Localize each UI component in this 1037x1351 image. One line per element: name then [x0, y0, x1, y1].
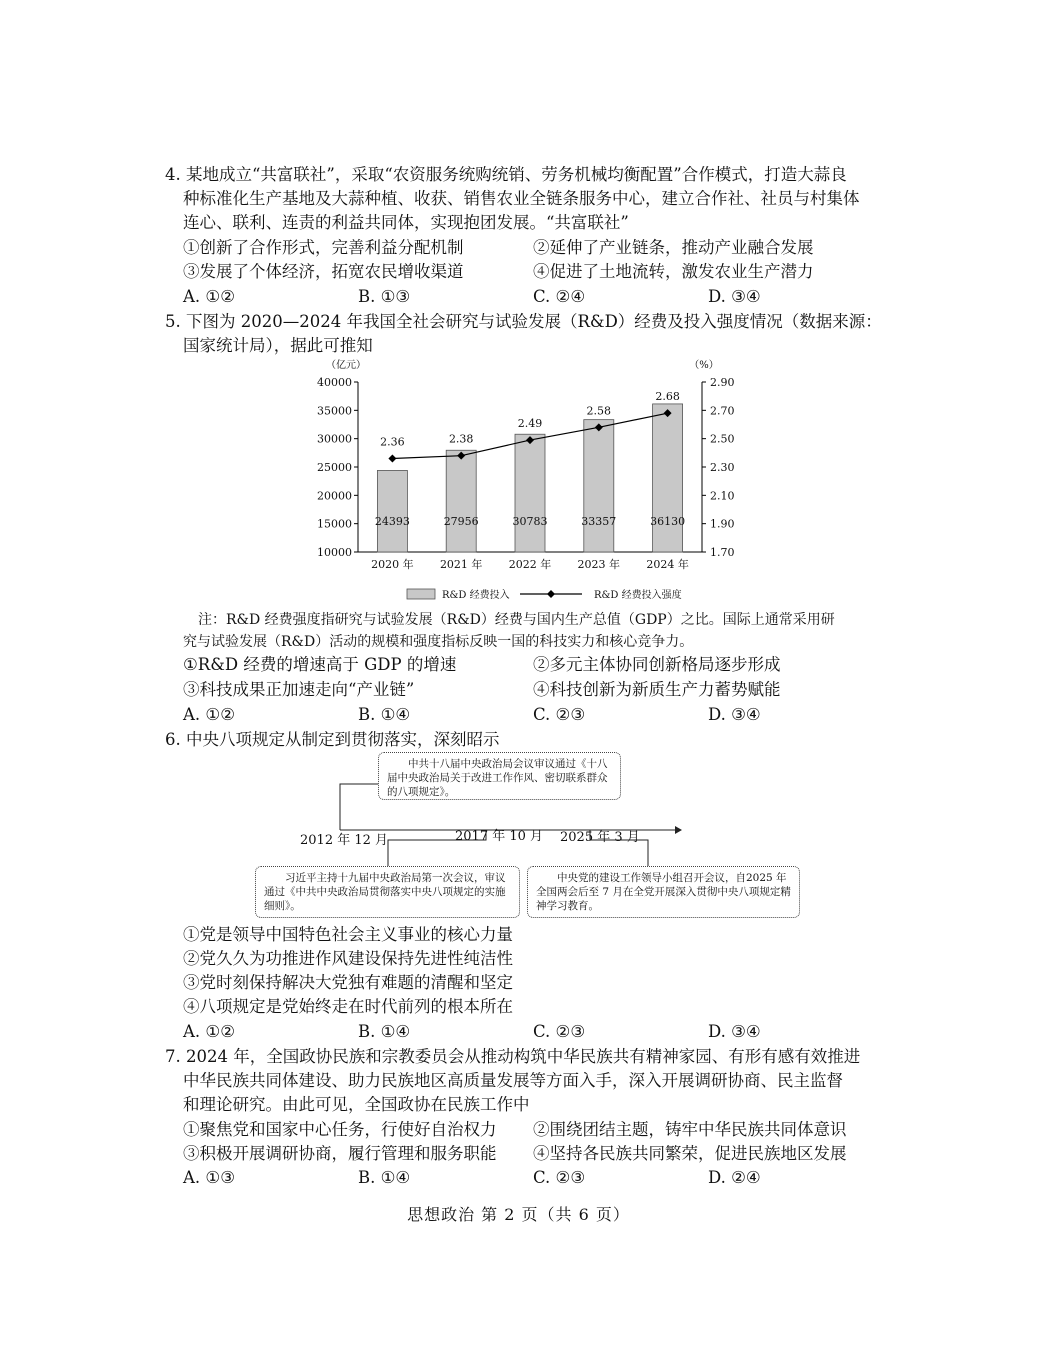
q4-item-4: ④促进了土地流转，激发农业生产潜力: [533, 262, 814, 281]
bar-2021: [446, 450, 476, 552]
timeline-box-2012: 中共十八届中央政治局会议审议通过《十八届中央政治局关于改进工作作风、密切联系群众的八项规定》。: [378, 752, 621, 800]
x-tick-label: 2024 年: [646, 558, 689, 571]
bar-value-label: 27956: [443, 515, 479, 528]
bar-2022: [515, 434, 545, 552]
intensity-value-label: 2.68: [655, 390, 680, 404]
timeline-box-2025: 中央党的建设工作领导小组召开会议，自2025 年全国两会后至 7 月在全党开展深入贯彻中央八项规定精神学习教育。: [527, 866, 800, 918]
q6-item-1: ①党是领导中国特色社会主义事业的核心力量: [183, 925, 513, 944]
q5-line-1: 5. 下图为 2020—2024 年我国全社会研究与试验发展（R&D）经费及投入强度情况（数据来源：: [165, 312, 882, 331]
q5-item-1: ①R&D 经费的增速高于 GDP 的增速: [183, 655, 457, 674]
q7-choice-c[interactable]: C. ②③: [533, 1168, 586, 1187]
q5-choice-a[interactable]: A. ①②: [183, 705, 235, 724]
q4-item-3: ③发展了个体经济，拓宽农民增收渠道: [183, 262, 464, 281]
x-tick-label: 2020 年: [371, 558, 414, 571]
q7-line-2: 中华民族共同体建设、助力民族地区高质量发展等方面入手，深入开展调研协商、民主监督: [183, 1071, 843, 1090]
q6-title: 6. 中央八项规定从制定到贯彻落实，深刻昭示: [165, 730, 500, 749]
right-tick-label: 2.70: [710, 404, 735, 418]
x-tick-label: 2023 年: [577, 558, 621, 571]
bar-2023: [584, 420, 614, 552]
right-tick-label: 1.90: [710, 517, 735, 531]
left-axis-unit: （亿元）: [326, 360, 366, 371]
q7-line-1: 7. 2024 年，全国政协民族和宗教委员会从推动构筑中华民族共有精神家园、有形有感有效推进: [165, 1047, 861, 1066]
q4-choice-a[interactable]: A. ①②: [183, 287, 235, 306]
bar-2020: [377, 470, 407, 552]
bar-2024: [653, 404, 683, 552]
bar-value-label: 24393: [374, 515, 410, 528]
right-tick-label: 2.90: [710, 376, 735, 389]
left-tick-label: 40000: [317, 376, 352, 389]
q7-choice-a[interactable]: A. ①③: [183, 1168, 235, 1187]
q5-note-line-1: 注：R&D 经费强度指研究与试验发展（R&D）经费与国内生产总值（GDP）之比。国际上通常采用研: [198, 612, 835, 628]
q4-line-2: 种标准化生产基地及大蒜种植、收获、销售农业全链条服务中心，建立合作社、社员与村集体: [183, 189, 860, 208]
rd-chart: [0, 355, 1037, 610]
q5-line-2: 国家统计局），据此可推知: [183, 336, 373, 355]
q4-line-3: 连心、联利、连责的利益共同体，实现抱团发展。“共富联社”: [183, 213, 629, 232]
q5-choice-c[interactable]: C. ②③: [533, 705, 586, 724]
timeline-date-2017: 2017 年 10 月: [455, 829, 544, 844]
q7-choice-d[interactable]: D. ②④: [708, 1168, 761, 1187]
bar-value-label: 30783: [512, 515, 548, 528]
q5-item-2: ②多元主体协同创新格局逐步形成: [533, 655, 781, 674]
legend-line-label: R&D 经费投入强度: [594, 590, 682, 601]
legend-bar-swatch: [407, 589, 435, 599]
right-tick-label: 2.10: [710, 489, 735, 503]
timeline-arrow: [675, 826, 682, 834]
right-tick-label: 2.50: [710, 432, 735, 446]
intensity-point: [388, 455, 396, 463]
q4-choice-c[interactable]: C. ②④: [533, 287, 586, 306]
q5-choice-b[interactable]: B. ①④: [358, 705, 411, 724]
q5-choice-d[interactable]: D. ③④: [708, 705, 761, 724]
q4-item-1: ①创新了合作形式，完善利益分配机制: [183, 238, 464, 257]
left-tick-label: 25000: [317, 461, 352, 474]
q5-item-4: ④科技创新为新质生产力蓄势赋能: [533, 680, 781, 699]
q4-choice-b[interactable]: B. ①③: [358, 287, 411, 306]
q4-line-1: 4. 某地成立“共富联社”，采取“农资服务统购统销、劳务机械均衡配置”合作模式，打造大蒜良: [165, 165, 847, 184]
q5-note-line-2: 究与试验发展（R&D）活动的规模和强度指标反映一国的科技实力和核心竞争力。: [183, 634, 694, 650]
left-tick-label: 20000: [317, 489, 352, 503]
connector-2012: [340, 784, 378, 830]
q6-choice-b[interactable]: B. ①④: [358, 1022, 411, 1041]
q4-item-2: ②延伸了产业链条，推动产业融合发展: [533, 238, 814, 257]
right-axis-unit: （%）: [689, 360, 719, 371]
legend-bar-label: R&D 经费投入: [442, 590, 510, 601]
q7-choice-b[interactable]: B. ①④: [358, 1168, 411, 1187]
right-tick-label: 2.30: [710, 461, 735, 474]
intensity-value-label: 2.49: [517, 417, 543, 431]
x-tick-label: 2022 年: [508, 558, 552, 571]
right-tick-label: 1.70: [710, 546, 735, 559]
timeline-date-2012: 2012 年 12 月: [300, 833, 389, 848]
timeline-box-2017: 习近平主持十九届中央政治局第一次会议，审议通过《中共中央政治局贯彻落实中央八项规定的实施细则》。: [255, 866, 520, 918]
left-tick-label: 35000: [317, 404, 352, 418]
left-tick-label: 10000: [317, 546, 352, 559]
legend-line-marker: [547, 590, 555, 598]
timeline-date-2025: 2025 年 3 月: [560, 830, 640, 845]
q7-item-3: ③积极开展调研协商，履行管理和服务职能: [183, 1144, 497, 1163]
intensity-value-label: 2.58: [586, 404, 612, 418]
bar-value-label: 33357: [581, 515, 617, 528]
q6-choice-c[interactable]: C. ②③: [533, 1022, 586, 1041]
page-footer: 思想政治 第 2 页（共 6 页）: [407, 1205, 630, 1224]
q7-line-3: 和理论研究。由此可见，全国政协在民族工作中: [183, 1095, 530, 1114]
q6-item-3: ③党时刻保持解决大党独有难题的清醒和坚定: [183, 973, 513, 992]
bar-value-label: 36130: [650, 515, 686, 528]
q5-item-3: ③科技成果正加速走向“产业链”: [183, 680, 415, 699]
q7-item-4: ④坚持各民族共同繁荣，促进民族地区发展: [533, 1144, 847, 1163]
x-tick-label: 2021 年: [439, 558, 483, 571]
intensity-value-label: 2.36: [380, 435, 405, 449]
q6-choice-a[interactable]: A. ①②: [183, 1022, 235, 1041]
q6-item-4: ④八项规定是党始终走在时代前列的根本所在: [183, 997, 513, 1016]
q7-item-1: ①聚焦党和国家中心任务，行使好自治权力: [183, 1120, 497, 1139]
left-tick-label: 30000: [317, 432, 352, 446]
left-tick-label: 15000: [317, 517, 352, 531]
q4-choice-d[interactable]: D. ③④: [708, 287, 761, 306]
intensity-value-label: 2.38: [448, 432, 474, 446]
q6-item-2: ②党久久为功推进作风建设保持先进性纯洁性: [183, 949, 513, 968]
q7-item-2: ②围绕团结主题，铸牢中华民族共同体意识: [533, 1120, 847, 1139]
q6-choice-d[interactable]: D. ③④: [708, 1022, 761, 1041]
